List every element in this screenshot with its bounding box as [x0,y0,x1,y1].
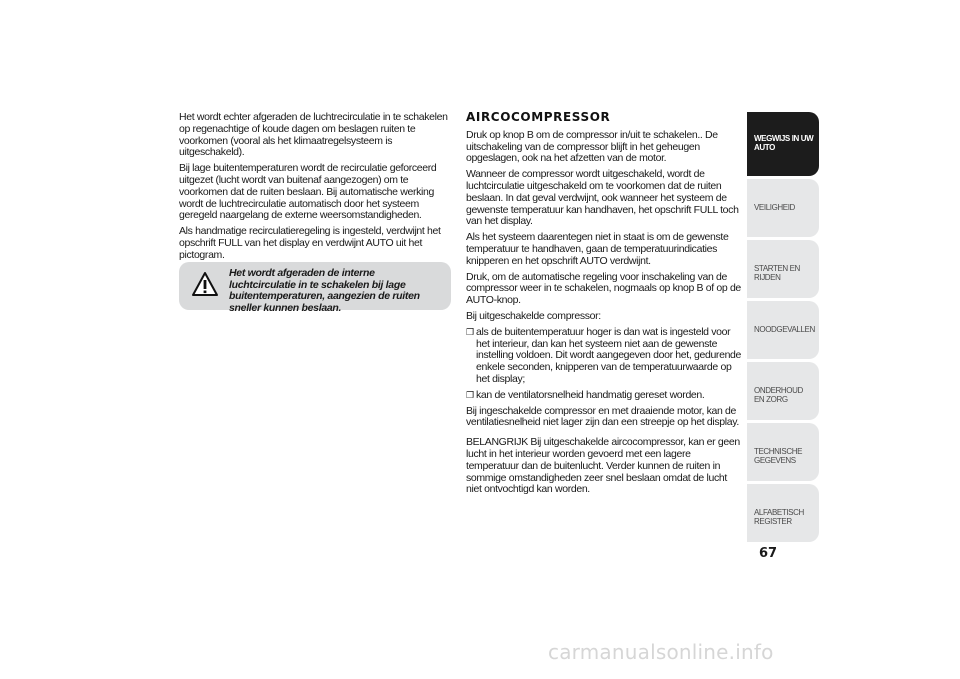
watermark: carmanualsonline.info [548,640,774,664]
chapter-sidebar [747,112,819,545]
paragraph: Druk, om de automatische regeling voor inschakeling van de compressor weer in te schakelen, nogmaals op knop B of op de AUTO-knop. [466,270,741,307]
tab-label: ALFABETISCH REGISTER [754,508,804,526]
page-number: 67 [759,546,778,561]
sidebar-tab-noodgevallen[interactable] [747,301,819,359]
paragraph: Druk op knop B om de compressor in/uit te schakelen.. De uitschakeling van de compressor blijft in het geheugen opgeslagen, ook na het afzetten van de motor. [466,128,718,165]
sidebar-tab-register[interactable] [747,484,819,542]
sidebar-tab-technische[interactable] [747,423,819,481]
paragraph: Als handmatige recirculatieregeling is ingesteld, verdwijnt het opschrift FULL van het display en verdwijnt AUTO uit het pictogram. [179,225,441,261]
bullet-item [466,390,744,402]
section-heading: AIRCOCOMPRESSOR [466,110,611,124]
bullet-text: kan de ventilatorsnelheid handmatig gereset worden. [476,388,705,401]
tab-label: VEILIGHEID [754,203,795,212]
warning-triangle-icon [191,271,219,297]
sidebar-tab-veiligheid[interactable] [747,179,819,237]
left-column [179,112,457,266]
bullet-text: als de buitentemperatuur hoger is dan wat is ingesteld voor het interieur, dan kan het systeem niet aan de gewenste instelling voldoen. Dit wordt aangegeven door het, gedurende enkele seconden, knipperen van de temperatuurwaarde op het display; [476,325,742,385]
tab-label: ONDERHOUD EN ZORG [754,386,803,404]
tab-label: WEGWIJS IN UW AUTO [754,134,814,152]
sidebar-tab-wegwijs[interactable] [747,112,819,176]
tab-label: TECHNISCHE GEGEVENS [754,447,803,465]
tab-label: STARTEN EN RIJDEN [754,264,800,282]
right-column [466,112,744,500]
paragraph: Bij ingeschakelde compressor en met draaiende motor, kan de ventilatiesnelheid niet lager zijn dan een streepje op het display. [466,404,739,429]
warning-box [179,262,451,314]
paragraph: Bij uitgeschakelde compressor: [466,309,601,322]
checkbox-bullet-icon: ❒ [466,389,474,400]
paragraph: Als het systeem daarentegen niet in staat is om de gewenste temperatuur te handhaven, gaan de temperatuurindicaties knipperen en het opschrift AUTO verdwijnt. [466,231,729,267]
sidebar-tab-onderhoud[interactable] [747,362,819,420]
warning-text: Het wordt afgeraden de interne luchtcirculatie in te schakelen bij lage buitentemperaturen, aangezien de ruiten sneller kunnen beslaan. [229,267,420,314]
sidebar-tab-starten[interactable] [747,240,819,298]
checkbox-bullet-icon: ❒ [466,326,474,337]
paragraph: Wanneer de compressor wordt uitgeschakeld, wordt de luchtcirculatie uitgeschakeld om te voorkomen dat de ruiten beslaan. In dat geval verdwijnt, ook wanneer het systeem de gewenste temperatuur kan handhaven, het opschrift FULL toch van het display. [466,168,739,228]
important-note: BELANGRIJK Bij uitgeschakelde aircocompressor, kan er geen lucht in het interieur worden gevoerd met een lagere temperatuur dan de buitenlucht. Verder kunnen de ruiten in sommige omstandigheden zeer snel beslaan omdat de lucht niet ontvochtigd kan worden. [466,436,740,496]
paragraph: Bij lage buitentemperaturen wordt de recirculatie geforceerd uitgezet (lucht wordt van buitenaf aangezogen) om te voorkomen dat de ruiten beslaan. Bij automatische werking wordt de luchtrecirculatie automatisch door het systeem geregeld naargelang de externe weersomstandigheden. [179,162,437,222]
tab-label: NOODGEVALLEN [754,325,815,334]
bullet-item [466,327,744,386]
paragraph: Het wordt echter afgeraden de luchtrecirculatie in te schakelen op regenachtige of koude dagen om beslagen ruiten te voorkomen (vooral als het klimaatregelsysteem is uitgeschakeld). [179,111,448,159]
